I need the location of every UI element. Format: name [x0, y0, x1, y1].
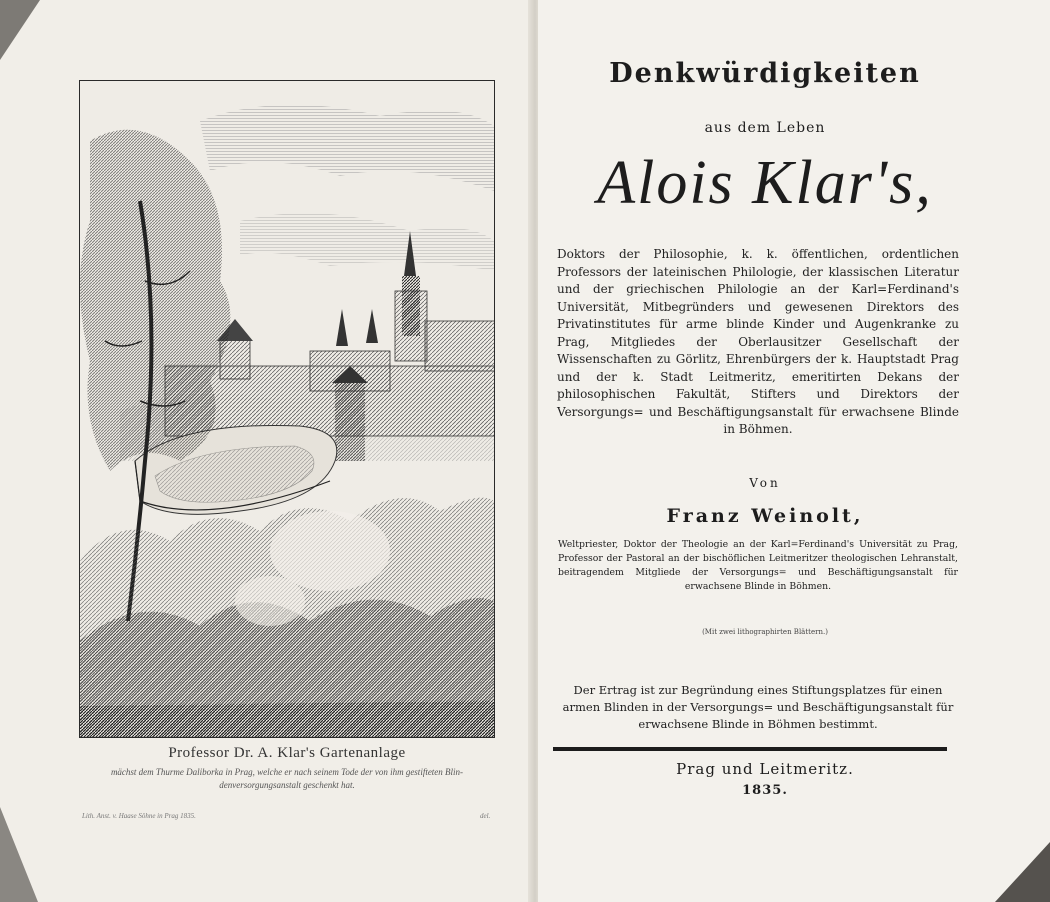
torn-corner — [995, 842, 1050, 902]
subject-description: Doktors der Philosophie, k. k. öffentlichen, ordentlichen Professors der lateinischen Philologie, der klassischen Literatur und der griechischen Philologie an der Karl=Ferdinand's Universität, Mitbegründers und gewesenen Direktors des Privatinstitutes für arme blinde Kinder und Augenkranke zu Prag, Mitgliedes der Oberlausitzer Gesellschaft der Wissenschaften zu Görlitz, Ehrenbürgers der k. Hauptstadt Prag und der k. Stadt Leitmeritz, emeritirten Dekans der philosophischen Fakultät, Stifters und Direktors der Versorgungs= und Beschäftigungsanstalt für erwachsene Blinde in Böhmen. — [557, 247, 959, 436]
book-subtitle: aus dem Leben — [704, 120, 826, 136]
plate-caption-line-1: mächst dem Thurme Daliborka in Prag, welche er nach seinem Tode der von ihm gestifteten Blin- — [110, 767, 464, 777]
proceeds-note: Der Ertrag ist zur Begründung eines Stiftungsplatzes für einen armen Blinden in der Versorgungs= und Beschäftigungsanstalt für erwachsene Blinde in Böhmen bestimmt. — [562, 683, 954, 731]
artist-signature: del. — [480, 812, 491, 820]
lithograph-plate — [79, 80, 495, 738]
plate-caption-title: Professor Dr. A. Klar's Gartenanlage — [168, 745, 406, 761]
printer-imprint: Lith. Anst. v. Haase Söhne in Prag 1835. — [82, 812, 196, 820]
subject-name: Alois Klar's, — [597, 149, 933, 217]
plate-caption — [80, 740, 494, 792]
torn-corner — [0, 0, 40, 60]
plate-caption-subtitle — [80, 766, 494, 792]
castle-garden-illustration — [80, 81, 494, 737]
plate-caption-line-2: denversorgungsanstalt geschenkt hat. — [219, 780, 355, 790]
illustration-note: (Mit zwei lithographirten Blättern.) — [702, 628, 828, 636]
torn-corner — [0, 807, 38, 902]
divider-rule — [553, 747, 947, 751]
author-name: Franz Weinolt, — [666, 505, 864, 527]
author-description: Weltpriester, Doktor der Theologie an der Karl=Ferdinand's Universität zu Prag, Professor der Pastoral an der bischöflichen Leitmeritzer theologischen Lehranstalt, beitragendem Mitgliede der Versorgungs= und Beschäftigungsanstalt für erwachsene Blinde in Böhmen. — [558, 539, 958, 592]
publication-place: Prag und Leitmeritz. — [676, 760, 854, 778]
book-title: Denkwürdigkeiten — [609, 58, 921, 89]
by-label: Von — [749, 476, 781, 490]
publication-year: 1835. — [742, 783, 788, 798]
